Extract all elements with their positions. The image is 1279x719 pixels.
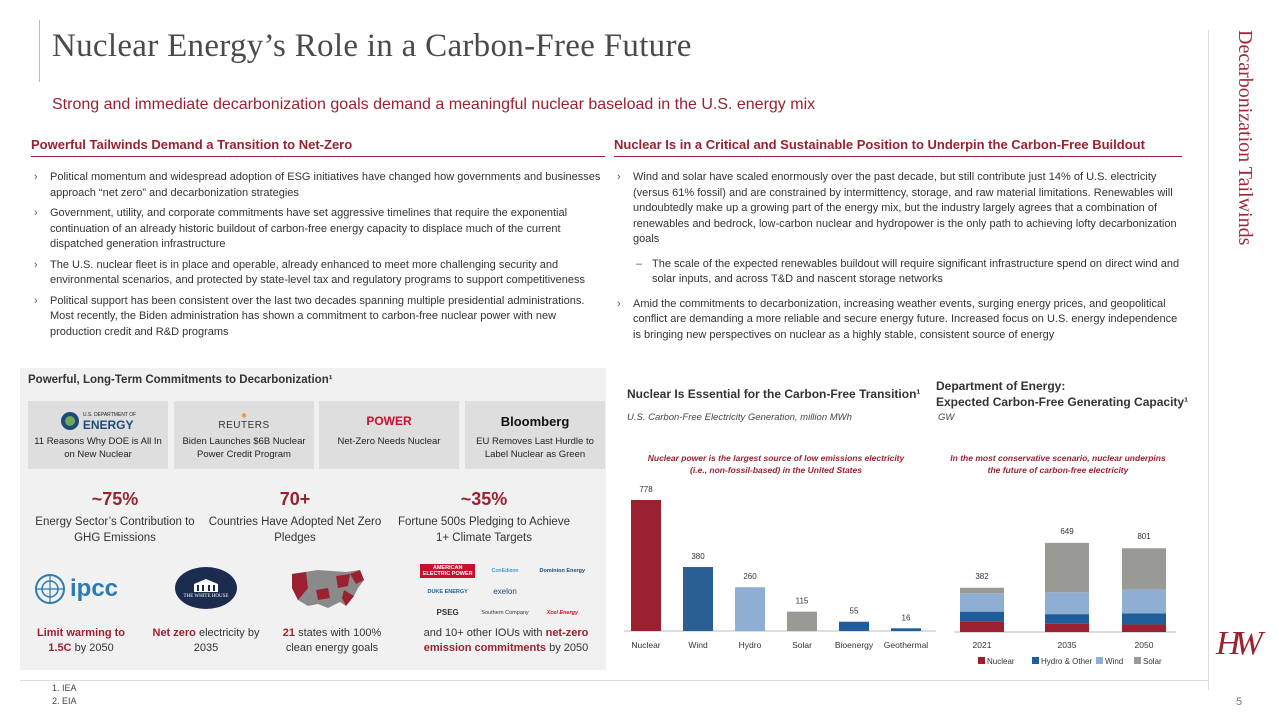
power-logo-text: POWER xyxy=(366,414,412,428)
chart1-bar xyxy=(683,567,713,631)
chart2-annotation: In the most conservative scenario, nuclear underpins the future of carbon-free electricity xyxy=(950,453,1166,475)
whitehouse-caption xyxy=(148,626,264,656)
chart2-legend-swatch xyxy=(978,657,985,664)
chart1-category-label: Wind xyxy=(688,640,708,650)
chart2-bar-segment xyxy=(960,621,1004,632)
news-card-reuters xyxy=(174,401,314,469)
chart2-category-label: 2050 xyxy=(1134,640,1154,650)
right-bullet-list xyxy=(614,170,1182,348)
left-bullet: › Political support has been consistent over the last two decades spanning multiple presidential administrations. Most recently, the Biden administration has shown a commitment to carbon-free nuclear power with new production credit and R&D programs xyxy=(31,294,601,341)
chart1-subtitle: U.S. Carbon-Free Electricity Generation, million MWh xyxy=(627,412,852,423)
title-divider xyxy=(39,20,40,82)
right-sub-bullet: – The scale of the expected renewables buildout will require significant infrastructure spend on direct wind and solar inputs, and across T&D and nascent storage networks xyxy=(614,257,1182,288)
ipcc-caption xyxy=(25,626,137,656)
page-title: Nuclear Energy’s Role in a Carbon-Free Future xyxy=(52,28,692,64)
utility-logo-grid xyxy=(420,562,590,622)
footnote-1: 1. IEA xyxy=(52,683,77,693)
ipcc-logo-text: ipcc xyxy=(70,575,119,602)
aep-logo: AMERICAN ELECTRIC POWER xyxy=(420,564,475,578)
left-bullet: › The U.S. nuclear fleet is in place and operable, already enhanced to meet more challenging security and environmental scenarios, and protected by state-level tax and regulatory programs to support competitiveness xyxy=(31,258,601,289)
southern-company-logo: Southern Company xyxy=(481,609,529,616)
stat-label: Fortune 500s Pledging to Achieve 1+ Climate Targets xyxy=(398,516,570,544)
chart2-bar-segment xyxy=(1122,548,1166,589)
caption-text: states with 100% clean energy goals xyxy=(285,627,382,654)
chart2-bar-segment xyxy=(1045,543,1089,592)
caption-highlight: 21 xyxy=(282,627,296,639)
chart1-category-label: Geothermal xyxy=(883,640,929,650)
white-house-logo xyxy=(175,567,237,609)
un-globe-icon xyxy=(34,573,66,605)
chart2-bar-segment xyxy=(1122,613,1166,624)
left-bullet: › Government, utility, and corporate commitments have set aggressive timelines that require the exponential continuation of an already historic buildout of carbon-free energy capacity to displace much of the current dispatched generation infrastructure xyxy=(31,206,601,253)
duke-energy-logo: DUKE ENERGY xyxy=(427,588,468,595)
iou-caption xyxy=(408,626,604,656)
chart1-category-label: Nuclear xyxy=(631,640,661,650)
chart2-bar-segment xyxy=(1045,624,1089,632)
chart1-data-label: 55 xyxy=(849,606,859,616)
chart2-bar-segment xyxy=(960,588,1004,593)
chart2-title xyxy=(936,378,1188,410)
left-bullet-list xyxy=(31,170,601,345)
chart1-bar xyxy=(631,500,661,631)
commitments-title: Powerful, Long-Term Commitments to Decarbonization¹ xyxy=(28,374,333,386)
stat-value: ~35% xyxy=(460,489,508,509)
side-divider xyxy=(1208,30,1209,690)
chart2-legend-label: Wind xyxy=(1105,657,1124,666)
left-bullet: › Political momentum and widespread adoption of ESG initiatives have changed how governments and businesses approach “net zero” and decarbonization strategies xyxy=(31,170,601,201)
chart1-annotation: Nuclear power is the largest source of low emissions electricity (i.e., non-fossil-based) in the United States xyxy=(647,453,905,475)
right-bullet: › Wind and solar have scaled enormously over the past decade, but still contribute just 14% of U.S. electricity (versus 61% fossil) and are constrained by intermittency, storage, and raw material limitations. Renewables will undoubtedly make up a growing part of the energy mix, but the industry largely agrees that a combination of renewables and bedrock, low-carbon nuclear and hydropower is the only path to achieving lofty decarbonization goals xyxy=(614,170,1182,248)
chart1-category-label: Hydro xyxy=(738,640,762,650)
hw-logo: HW xyxy=(1216,625,1257,662)
chart2-category-label: 2021 xyxy=(972,640,992,650)
reuters-dots-icon: ✺ xyxy=(241,412,247,420)
chart1-category-label: Solar xyxy=(792,640,812,650)
xcel-energy-logo: Xcel Energy xyxy=(546,609,579,616)
caption-text: by 2050 xyxy=(71,642,114,654)
caption-highlight: net-zero emission commitments xyxy=(423,627,589,654)
news-card-caption: EU Removes Last Hurdle to Label Nuclear as Green xyxy=(476,436,594,460)
chart1-data-label: 16 xyxy=(901,613,911,623)
stat-fortune500 xyxy=(394,489,574,546)
stat-label: Countries Have Adopted Net Zero Pledges xyxy=(208,516,382,544)
chart2-bar-segment xyxy=(1122,624,1166,632)
news-card-caption: Net-Zero Needs Nuclear xyxy=(337,436,441,447)
stat-value: ~75% xyxy=(91,489,139,509)
doe-seal-icon xyxy=(60,411,80,431)
states-caption xyxy=(270,626,394,656)
stat-label: Energy Sector’s Contribution to GHG Emissions xyxy=(35,516,195,544)
chart2-legend-label: Hydro & Other xyxy=(1041,657,1093,666)
caption-highlight: Limit warming to 1.5C xyxy=(37,627,125,654)
chart1-category-label: Bioenergy xyxy=(834,640,874,650)
exelon-logo: exelon xyxy=(493,587,517,597)
chart2-subtitle: GW xyxy=(938,412,955,423)
chart2-legend-swatch xyxy=(1032,657,1039,664)
chart1-bar xyxy=(839,622,869,631)
dominion-logo: Dominion Energy xyxy=(539,568,586,575)
page-number: 5 xyxy=(1236,696,1243,708)
chart2-total-label: 649 xyxy=(1060,526,1074,536)
chart2-title-line2: Expected Carbon-Free Generating Capacity¹ xyxy=(936,395,1189,409)
doe-logo-top: U.S. DEPARTMENT OF xyxy=(82,412,137,418)
news-card-caption: 11 Reasons Why DOE is All In on New Nuclear xyxy=(34,436,162,460)
doe-logo xyxy=(28,401,168,435)
chart2-total-label: 382 xyxy=(975,571,989,581)
pseg-logo: PSEG xyxy=(436,608,459,618)
white-house-building-icon xyxy=(191,578,221,594)
chart2-legend-label: Nuclear xyxy=(987,657,1015,666)
chart1-data-label: 260 xyxy=(743,572,757,582)
side-section-label: Decarbonization Tailwinds xyxy=(1234,30,1256,246)
caption-text: and 10+ other IOUs with xyxy=(423,627,546,639)
chart1-bar xyxy=(787,612,817,631)
page-subtitle: Strong and immediate decarbonization goals demand a meaningful nuclear baseload in the U.S. energy mix xyxy=(52,96,816,113)
caption-highlight: Net zero xyxy=(152,627,196,639)
news-card-caption: Biden Launches $6B Nuclear Power Credit Program xyxy=(182,436,306,460)
right-section-heading: Nuclear Is in a Critical and Sustainable Position to Underpin the Carbon-Free Buildout xyxy=(614,137,1182,157)
chart1-bar xyxy=(891,628,921,631)
conedison-logo: ConEdison xyxy=(491,568,519,575)
chart2-legend-swatch xyxy=(1134,657,1141,664)
right-bullet: › Amid the commitments to decarbonization, increasing weather events, surging energy prices, and geopolitical conflict are demanding a more reliable and secure energy future. Increased focus on U.S. energy independence is bringing new perspectives on nuclear as a highly stable, consistent source of energy xyxy=(614,297,1182,344)
footnote-divider xyxy=(20,680,1208,681)
chart1-data-label: 778 xyxy=(639,485,653,494)
news-card-power xyxy=(319,401,459,469)
stat-countries xyxy=(205,489,385,546)
news-card-doe xyxy=(28,401,168,469)
chart2-title-line1: Department of Energy: xyxy=(936,379,1066,393)
chart1-data-label: 115 xyxy=(795,596,809,606)
ipcc-logo xyxy=(34,573,118,605)
doe-logo-text: ENERGY xyxy=(82,418,134,432)
chart2-legend-swatch xyxy=(1096,657,1103,664)
left-section-heading: Powerful Tailwinds Demand a Transition to Net-Zero xyxy=(31,137,605,157)
bloomberg-logo-text: Bloomberg xyxy=(500,413,570,429)
chart2-legend-label: Solar xyxy=(1143,657,1162,666)
chart2-bar-segment xyxy=(1122,589,1166,613)
news-card-bloomberg xyxy=(465,401,605,469)
stat-ghg xyxy=(25,489,205,546)
chart1-bar xyxy=(735,587,765,631)
us-map-icon xyxy=(288,566,368,614)
chart2-category-label: 2035 xyxy=(1057,640,1077,650)
chart1-data-label: 380 xyxy=(691,552,705,562)
reuters-logo-text: REUTERS xyxy=(218,419,270,431)
chart1-bar-chart xyxy=(620,478,940,656)
chart2-total-label: 801 xyxy=(1137,532,1151,542)
white-house-text: THE WHITE HOUSE xyxy=(183,593,229,599)
chart2-bar-segment xyxy=(960,612,1004,622)
chart2-bar-segment xyxy=(1045,592,1089,614)
chart1-title: Nuclear Is Essential for the Carbon-Free Transition¹ xyxy=(627,387,921,401)
caption-text: by 2050 xyxy=(546,642,589,654)
footnote-2: 2. EIA xyxy=(52,696,77,706)
power-logo xyxy=(319,401,459,435)
bloomberg-logo xyxy=(465,401,605,435)
chart2-bar-segment xyxy=(1045,614,1089,624)
chart2-bar-segment xyxy=(960,593,1004,611)
chart2-stacked-bar-chart xyxy=(950,498,1180,674)
stat-value: 70+ xyxy=(279,489,311,509)
caption-text: electricity by 2035 xyxy=(193,627,260,654)
reuters-logo xyxy=(174,401,314,435)
